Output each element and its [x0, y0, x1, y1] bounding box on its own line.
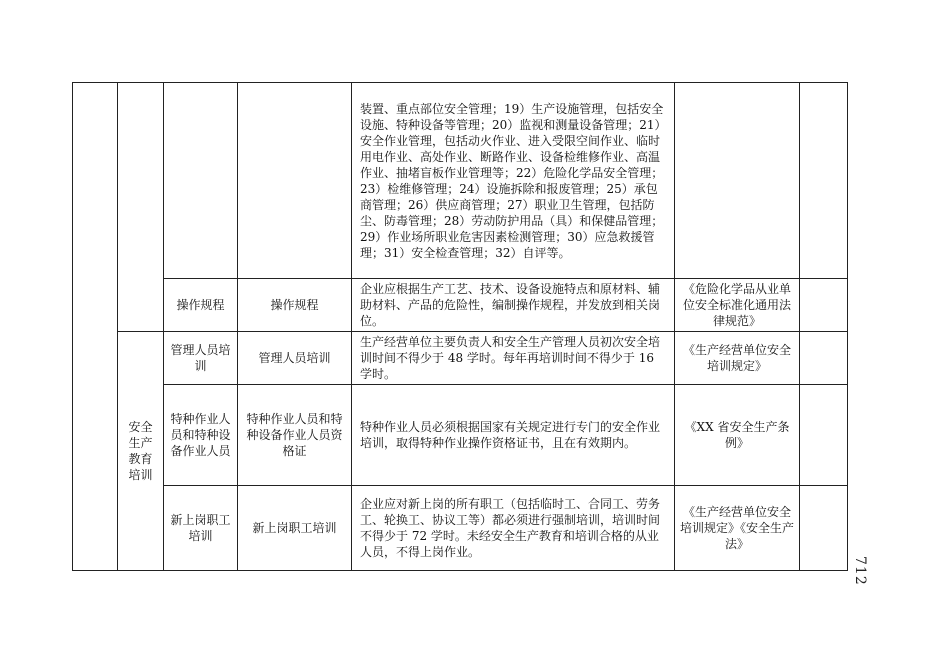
blank-cell [73, 83, 118, 571]
blank-cell [800, 385, 848, 486]
subitem-cell: 操作规程 [238, 279, 352, 332]
requirement-cell: 企业应对新上岗的所有职工（包括临时工、合同工、劳务工、轮换工、协议工等）都必须进行强制培训，培训时间不得少于 72 学时。未经安全生产教育和培训合格的从业人员，不得上岗作业。 [352, 486, 675, 571]
regulation-table [72, 82, 848, 571]
page-number: 712 [852, 556, 868, 586]
item-cell: 操作规程 [164, 279, 238, 332]
basis-cell: 《危险化学品从业单位安全标准化通用法律规范》 [675, 279, 800, 332]
basis-cell: 《生产经营单位安全培训规定》 [675, 332, 800, 385]
basis-cell: 《XX 省安全生产条例》 [675, 385, 800, 486]
subitem-cell: 特种作业人员和特种设备作业人员资格证 [238, 385, 352, 486]
subitem-cell: 新上岗职工培训 [238, 486, 352, 571]
item-cell: 新上岗职工培训 [164, 486, 238, 571]
basis-cell: 《生产经营单位安全培训规定》《安全生产法》 [675, 486, 800, 571]
blank-cell [164, 83, 238, 279]
requirement-cell: 生产经营单位主要负责人和安全生产管理人员初次安全培训时间不得少于 48 学时。每年再培训时间不得少于 16 学时。 [352, 332, 675, 385]
table-row [73, 385, 848, 486]
table-row [73, 486, 848, 571]
category-cell: 安全生产教育培训 [118, 332, 164, 571]
requirement-cell: 特种作业人员必须根据国家有关规定进行专门的安全作业培训，取得特种作业操作资格证书，且在有效期内。 [352, 385, 675, 486]
requirement-cell: 装置、重点部位安全管理；19）生产设施管理，包括安全设施、特种设备等管理；20）监视和测量设备管理；21）安全作业管理，包括动火作业、进入受限空间作业、临时用电作业、高处作业、断路作业、设备检维修作业、高温作业、抽堵盲板作业管理等；22）危险化学品安全管理；23）检维修管理；24）设施拆除和报废管理；25）承包商管理；26）供应商管理；27）职业卫生管理，包括防尘、防毒管理；28）劳动防护用品（具）和保健品管理；29）作业场所职业危害因素检测管理；30）应急救援管理；31）安全检查管理；32）自评等。 [352, 83, 675, 279]
blank-cell [118, 83, 164, 332]
table-row [73, 332, 848, 385]
blank-cell [675, 83, 800, 279]
blank-cell [800, 279, 848, 332]
blank-cell [800, 486, 848, 571]
blank-cell [238, 83, 352, 279]
item-cell: 管理人员培训 [164, 332, 238, 385]
blank-cell [800, 332, 848, 385]
table-row [73, 83, 848, 279]
blank-cell [800, 83, 848, 279]
requirement-cell: 企业应根据生产工艺、技术、设备设施特点和原材料、辅助材料、产品的危险性，编制操作规程，并发放到相关岗位。 [352, 279, 675, 332]
item-cell: 特种作业人员和特种设备作业人员 [164, 385, 238, 486]
subitem-cell: 管理人员培训 [238, 332, 352, 385]
table-row [73, 279, 848, 332]
